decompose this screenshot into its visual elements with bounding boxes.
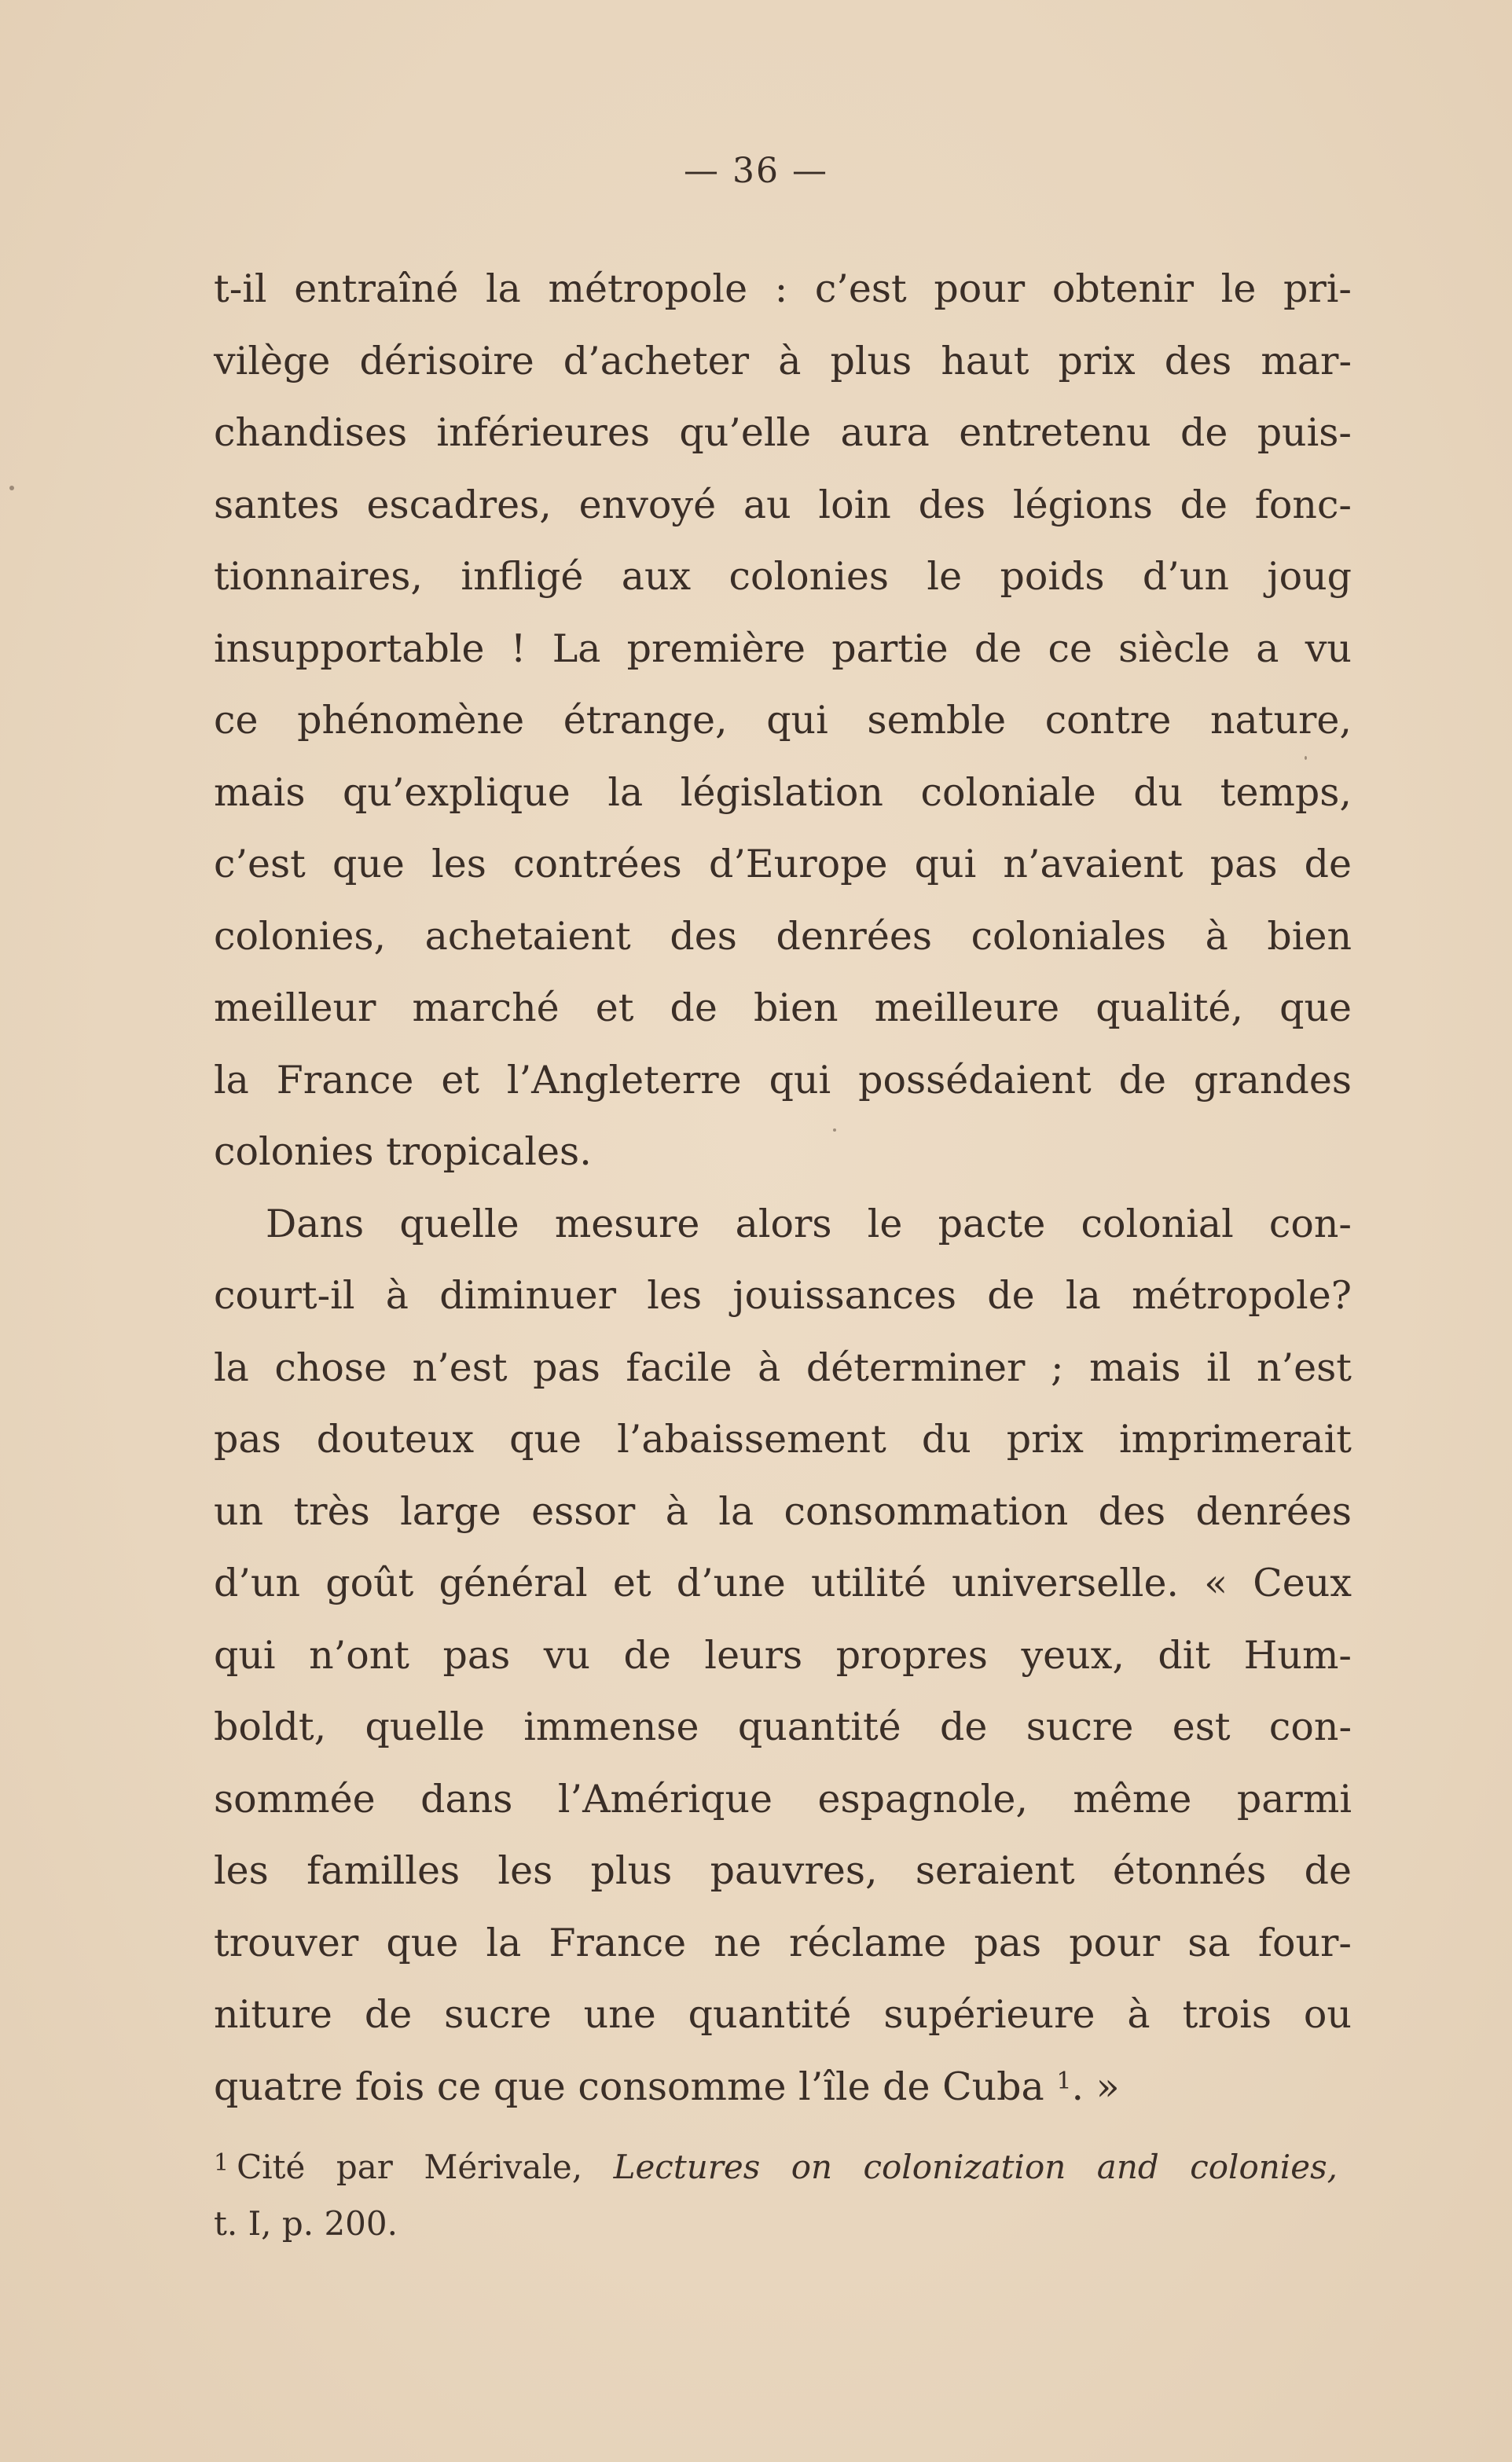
text-line: un très large essor à la consommation des denrées [214, 1488, 1352, 1534]
paper-speck [1305, 756, 1307, 760]
text-line: santes escadres, envoyé au loin des légions de fonc- [214, 482, 1352, 527]
page-number: — 36 — [684, 151, 828, 191]
paragraph-start-line: Dans quelle mesure alors le pacte colonial con- [266, 1201, 1352, 1246]
footnote-title: Lectures on colonization and colonies, [613, 2148, 1338, 2186]
text-line: t-il entraîné la métropole : c’est pour obtenir le pri- [214, 266, 1352, 311]
text-line: tionnaires, infligé aux colonies le poids d’un joug [214, 554, 1352, 599]
text-line: trouver que la France ne réclame pas pour sa four- [214, 1920, 1352, 1965]
text-line: ce phénomène étrange, qui semble contre nature, [214, 698, 1352, 743]
paragraph-end-line: colonies tropicales. [214, 1129, 592, 1174]
text-line: d’un goût général et d’une utilité universelle. « Ceux [214, 1561, 1352, 1605]
footnote-prefix: Cité par Mérivale, [237, 2148, 583, 2186]
paragraph-end-line [214, 2051, 1352, 2123]
body-text [214, 253, 1352, 2123]
closing-quote: . » [1071, 2064, 1120, 2109]
text-line: sommée dans l’Amérique espagnole, même parmi [214, 1776, 1352, 1822]
paper-speck [9, 486, 14, 490]
text-line: boldt, quelle immense quantité de sucre est con- [214, 1704, 1352, 1749]
paper-speck [833, 1128, 836, 1132]
footnote [214, 2139, 1338, 2252]
footnote-line: t. I, p. 200. [214, 2204, 398, 2243]
text-line: qui n’ont pas vu de leurs propres yeux, dit Hum- [214, 1632, 1352, 1678]
text-line: vilège dérisoire d’acheter à plus haut prix des mar- [214, 338, 1352, 383]
text-line: mais qu’explique la législation coloniale du temps, [214, 769, 1352, 815]
text-line: c’est que les contrées d’Europe qui n’avaient pas de [214, 842, 1352, 886]
text-line-content: quatre fois ce que consomme l’île de Cuba [214, 2064, 1044, 2109]
footnote-reference: 1 [1056, 2067, 1072, 2095]
text-line: pas douteux que l’abaissement du prix imprimerait [214, 1417, 1352, 1462]
text-line: colonies, achetaient des denrées coloniales à bien [214, 913, 1352, 959]
footnote-line [214, 2139, 1338, 2196]
text-line: la chose n’est pas facile à déterminer ; mais il n’est [214, 1345, 1352, 1390]
text-line: court-il à diminuer les jouissances de la métropole? [214, 1273, 1352, 1318]
text-line: insupportable ! La première partie de ce siècle a vu [214, 626, 1352, 671]
text-line: meilleur marché et de bien meilleure qualité, que [214, 985, 1352, 1030]
text-line: niture de sucre une quantité supérieure à trois ou [214, 1992, 1352, 2037]
text-line: les familles les plus pauvres, seraient étonnés de [214, 1848, 1352, 1893]
text-line: chandises inférieures qu’elle aura entretenu de puis- [214, 410, 1352, 455]
footnote-number: 1 [214, 2149, 229, 2177]
text-line: la France et l’Angleterre qui possédaient de grandes [214, 1057, 1352, 1103]
